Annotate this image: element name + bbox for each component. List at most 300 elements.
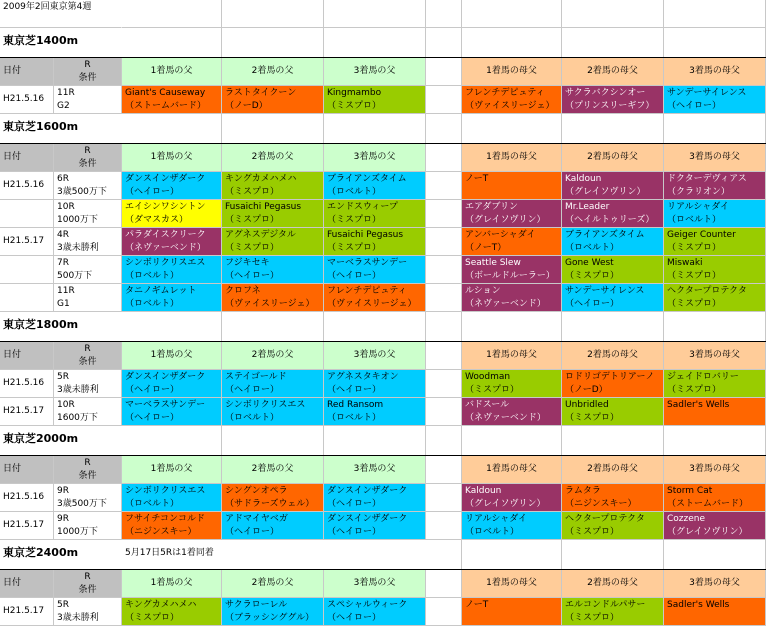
cell-text: H21.5.16	[3, 94, 45, 104]
empty-cell[interactable]	[122, 114, 222, 144]
cell-text: ブライアンズタイム	[327, 174, 407, 184]
cell-text: キングカメハメハ	[125, 600, 197, 610]
sire-cell[interactable]	[222, 256, 324, 284]
empty-cell[interactable]	[664, 312, 766, 342]
header-sire[interactable]	[222, 58, 324, 86]
cell-text: クロフネ	[225, 286, 261, 296]
header-date[interactable]	[0, 456, 54, 484]
damsire-cell[interactable]	[462, 284, 562, 312]
race-condition[interactable]	[54, 256, 122, 284]
damsire-cell[interactable]	[462, 598, 562, 626]
cell-text: 3着馬の母父	[689, 578, 740, 588]
empty-cell[interactable]	[426, 86, 462, 114]
race-condition[interactable]	[54, 484, 122, 512]
cell-text: シンボリクリスエス	[125, 258, 206, 268]
cell-text: （ミスプロ）	[565, 271, 620, 281]
cell-text: （ネヴァーベンド）	[465, 413, 546, 423]
cell-text: 6R	[57, 174, 69, 184]
cell-text: （ヘイロー）	[225, 271, 280, 281]
cell-text: 日付	[3, 464, 22, 474]
section-title[interactable]	[0, 28, 122, 58]
header-race[interactable]	[54, 456, 122, 484]
race-condition[interactable]	[54, 86, 122, 114]
cell-text: 3着馬の父	[353, 66, 396, 76]
sire-cell[interactable]	[222, 228, 324, 256]
header-sire[interactable]	[222, 456, 324, 484]
header-sire[interactable]	[122, 144, 222, 172]
cell-text: R	[84, 60, 91, 70]
race-date[interactable]	[0, 284, 54, 312]
cell-text: （サドラーズウェル）	[225, 499, 315, 509]
empty-cell[interactable]	[462, 28, 562, 58]
sire-cell[interactable]	[324, 284, 426, 312]
header-damsire[interactable]	[562, 144, 664, 172]
cell-text: （ノーT）	[465, 243, 507, 253]
empty-cell[interactable]	[426, 0, 462, 28]
empty-cell[interactable]	[122, 426, 222, 456]
cell-text: （ロベルト）	[327, 187, 382, 197]
cell-text: ルション	[465, 286, 501, 296]
cell-text: （ストームバード）	[667, 499, 749, 509]
header-sire[interactable]	[222, 144, 324, 172]
damsire-cell[interactable]	[462, 370, 562, 398]
empty-cell[interactable]	[426, 456, 462, 484]
cell-text: エアダブリン	[465, 202, 519, 212]
cell-text: （ロベルト）	[565, 243, 620, 253]
cell-text: 2009年2回東京第4週	[3, 2, 92, 12]
sire-cell[interactable]	[122, 512, 222, 540]
section-note[interactable]	[122, 540, 426, 570]
section-title[interactable]	[0, 114, 122, 144]
empty-cell[interactable]	[664, 0, 766, 28]
header-sire[interactable]	[324, 456, 426, 484]
cell-text: （ヴァイスリージェ）	[327, 299, 417, 309]
empty-cell[interactable]	[324, 28, 426, 58]
header-race[interactable]	[54, 58, 122, 86]
empty-cell[interactable]	[426, 200, 462, 228]
damsire-cell[interactable]	[462, 256, 562, 284]
header-damsire[interactable]	[562, 342, 664, 370]
cell-text: サンデーサイレンス	[667, 88, 747, 98]
cell-text: 3着馬の父	[353, 464, 396, 474]
cell-text: Storm Cat	[667, 486, 713, 496]
damsire-cell[interactable]	[664, 86, 766, 114]
race-condition[interactable]	[54, 398, 122, 426]
cell-text: アグネスタキオン	[327, 372, 399, 382]
damsire-cell[interactable]	[664, 512, 766, 540]
race-date[interactable]	[0, 370, 54, 398]
header-damsire[interactable]	[562, 570, 664, 598]
cell-text: 10R	[57, 202, 75, 212]
cell-text: （ミスプロ）	[327, 243, 382, 253]
cell-text: （ヘイロー）	[327, 499, 382, 509]
empty-cell[interactable]	[426, 144, 462, 172]
empty-cell[interactable]	[426, 512, 462, 540]
header-sire[interactable]	[222, 342, 324, 370]
empty-cell[interactable]	[462, 0, 562, 28]
cell-text: （ヘイロー）	[565, 299, 620, 309]
damsire-cell[interactable]	[462, 200, 562, 228]
cell-text: 条件	[78, 471, 97, 481]
sheet-title[interactable]	[0, 0, 122, 28]
race-condition[interactable]	[54, 228, 122, 256]
sire-cell[interactable]	[122, 256, 222, 284]
cell-text: Kaldoun	[465, 486, 502, 496]
cell-text: 3歳500万下	[57, 187, 107, 197]
empty-cell[interactable]	[426, 570, 462, 598]
cell-text: ラストタイクーン	[225, 88, 297, 98]
cell-text: R	[84, 344, 91, 354]
cell-text: （ロベルト）	[225, 413, 280, 423]
damsire-cell[interactable]	[562, 398, 664, 426]
empty-cell[interactable]	[324, 0, 426, 28]
damsire-cell[interactable]	[562, 284, 664, 312]
header-sire[interactable]	[122, 342, 222, 370]
race-date[interactable]	[0, 200, 54, 228]
cell-text: （ブラッシンググル）	[225, 613, 315, 623]
damsire-cell[interactable]	[562, 484, 664, 512]
sire-cell[interactable]	[324, 512, 426, 540]
empty-cell[interactable]	[222, 0, 324, 28]
sire-cell[interactable]	[324, 86, 426, 114]
race-condition[interactable]	[54, 598, 122, 626]
cell-text: マーベラスサンデー	[327, 258, 408, 268]
cell-text: （ロベルト）	[327, 413, 382, 423]
cell-text: （ミスプロ）	[667, 385, 722, 395]
cell-text: 11R	[57, 286, 75, 296]
damsire-cell[interactable]	[664, 256, 766, 284]
damsire-cell[interactable]	[664, 228, 766, 256]
empty-cell[interactable]	[426, 284, 462, 312]
race-date[interactable]	[0, 512, 54, 540]
damsire-cell[interactable]	[562, 228, 664, 256]
sire-cell[interactable]	[122, 200, 222, 228]
sire-cell[interactable]	[324, 398, 426, 426]
empty-cell[interactable]	[426, 398, 462, 426]
empty-cell[interactable]	[426, 256, 462, 284]
header-damsire[interactable]	[462, 144, 562, 172]
damsire-cell[interactable]	[664, 284, 766, 312]
empty-cell[interactable]	[462, 426, 562, 456]
cell-text: Sadler's Wells	[667, 600, 730, 610]
race-date[interactable]	[0, 256, 54, 284]
empty-cell[interactable]	[426, 28, 462, 58]
cell-text: 1着馬の父	[150, 464, 193, 474]
cell-text: 1600万下	[57, 413, 98, 423]
cell-text: （ヘイロー）	[327, 271, 382, 281]
cell-text: 東京芝1600m	[3, 120, 79, 133]
damsire-cell[interactable]	[664, 598, 766, 626]
cell-text: （ヴァイスリージェ）	[465, 101, 555, 111]
cell-text: バドスール	[465, 400, 510, 410]
damsire-cell[interactable]	[462, 228, 562, 256]
cell-text: （ヘイロー）	[125, 385, 180, 395]
empty-cell[interactable]	[562, 0, 664, 28]
cell-text: 1着馬の父	[150, 350, 193, 360]
header-damsire[interactable]	[462, 342, 562, 370]
header-damsire[interactable]	[664, 570, 766, 598]
sire-cell[interactable]	[222, 86, 324, 114]
header-sire[interactable]	[324, 58, 426, 86]
cell-text: （クラリオン）	[667, 187, 730, 197]
cell-text: Geiger Counter	[667, 230, 736, 240]
cell-text: 日付	[3, 66, 22, 76]
cell-text: 2着馬の母父	[587, 578, 638, 588]
cell-text: ノーT	[465, 600, 489, 610]
sire-cell[interactable]	[324, 598, 426, 626]
header-sire[interactable]	[324, 570, 426, 598]
section-title[interactable]	[0, 312, 122, 342]
sire-cell[interactable]	[222, 512, 324, 540]
sire-cell[interactable]	[122, 370, 222, 398]
empty-cell[interactable]	[426, 228, 462, 256]
empty-cell[interactable]	[664, 426, 766, 456]
cell-text: （ボールドルーラー）	[465, 271, 555, 281]
sire-cell[interactable]	[122, 484, 222, 512]
damsire-cell[interactable]	[664, 172, 766, 200]
cell-text: （ダマスカス）	[125, 215, 189, 225]
empty-cell[interactable]	[664, 540, 766, 570]
cell-text: （ミスプロ）	[225, 215, 280, 225]
header-date[interactable]	[0, 144, 54, 172]
empty-cell[interactable]	[562, 426, 664, 456]
empty-cell[interactable]	[222, 312, 324, 342]
header-damsire[interactable]	[664, 58, 766, 86]
empty-cell[interactable]	[462, 312, 562, 342]
cell-text: 3着馬の母父	[689, 152, 740, 162]
race-date[interactable]	[0, 398, 54, 426]
cell-text: 2着馬の母父	[587, 66, 638, 76]
sire-cell[interactable]	[222, 484, 324, 512]
cell-text: 1着馬の母父	[486, 464, 537, 474]
empty-cell[interactable]	[426, 540, 462, 570]
race-condition[interactable]	[54, 172, 122, 200]
header-damsire[interactable]	[664, 342, 766, 370]
cell-text: 1着馬の母父	[486, 350, 537, 360]
cell-text: シングンオペラ	[225, 486, 288, 496]
header-date[interactable]	[0, 58, 54, 86]
cell-text: H21.5.16	[3, 378, 45, 388]
header-damsire[interactable]	[562, 456, 664, 484]
cell-text: 2着馬の母父	[587, 464, 638, 474]
cell-text: パラダイスクリーク	[125, 230, 206, 240]
damsire-cell[interactable]	[562, 598, 664, 626]
cell-text: （ミスプロ）	[667, 299, 722, 309]
cell-text: 3歳未勝利	[57, 243, 99, 253]
cell-text: 2着馬の父	[251, 66, 294, 76]
cell-text: （ヘイロー）	[225, 527, 280, 537]
header-damsire[interactable]	[562, 58, 664, 86]
empty-cell[interactable]	[426, 172, 462, 200]
header-race[interactable]	[54, 144, 122, 172]
sire-cell[interactable]	[324, 256, 426, 284]
cell-text: （ミスプロ）	[125, 613, 180, 623]
empty-cell[interactable]	[562, 540, 664, 570]
cell-text: （ノーD）	[225, 101, 268, 111]
empty-cell[interactable]	[426, 370, 462, 398]
cell-text: ダンスインザダーク	[125, 372, 206, 382]
empty-cell[interactable]	[426, 114, 462, 144]
sire-cell[interactable]	[122, 598, 222, 626]
header-damsire[interactable]	[462, 456, 562, 484]
sire-cell[interactable]	[122, 398, 222, 426]
header-damsire[interactable]	[462, 58, 562, 86]
damsire-cell[interactable]	[462, 172, 562, 200]
empty-cell[interactable]	[426, 598, 462, 626]
sire-cell[interactable]	[324, 370, 426, 398]
damsire-cell[interactable]	[664, 398, 766, 426]
empty-cell[interactable]	[426, 484, 462, 512]
sire-cell[interactable]	[222, 284, 324, 312]
damsire-cell[interactable]	[462, 484, 562, 512]
cell-text: シンボリクリスエス	[125, 486, 206, 496]
race-condition[interactable]	[54, 200, 122, 228]
cell-text: 東京芝2000m	[3, 432, 79, 445]
empty-cell[interactable]	[562, 28, 664, 58]
race-date[interactable]	[0, 598, 54, 626]
cell-text: Unbridled	[565, 400, 609, 410]
cell-text: （ミスプロ）	[465, 385, 520, 395]
header-race[interactable]	[54, 570, 122, 598]
cell-text: H21.5.16	[3, 492, 45, 502]
cell-text: ブライアンズタイム	[565, 230, 645, 240]
empty-cell[interactable]	[324, 426, 426, 456]
race-condition[interactable]	[54, 512, 122, 540]
empty-cell[interactable]	[324, 312, 426, 342]
cell-text: 1着馬の母父	[486, 152, 537, 162]
cell-text: 東京芝1800m	[3, 318, 79, 331]
empty-cell[interactable]	[122, 0, 222, 28]
header-damsire[interactable]	[462, 570, 562, 598]
cell-text: 3着馬の父	[353, 152, 396, 162]
cell-text: ダンスインザダーク	[327, 514, 408, 524]
damsire-cell[interactable]	[562, 370, 664, 398]
header-sire[interactable]	[324, 144, 426, 172]
damsire-cell[interactable]	[562, 172, 664, 200]
cell-text: 5R	[57, 372, 69, 382]
damsire-cell[interactable]	[562, 512, 664, 540]
empty-cell[interactable]	[426, 342, 462, 370]
cell-text: （ロベルト）	[465, 527, 520, 537]
race-date[interactable]	[0, 228, 54, 256]
cell-text: H21.5.17	[3, 520, 45, 530]
sire-cell[interactable]	[122, 228, 222, 256]
cell-text: ドクターデヴィアス	[667, 174, 747, 184]
race-condition[interactable]	[54, 284, 122, 312]
cell-text: シンボリクリスエス	[225, 400, 306, 410]
cell-text: 500万下	[57, 271, 93, 281]
empty-cell[interactable]	[562, 114, 664, 144]
empty-cell[interactable]	[462, 114, 562, 144]
race-date[interactable]	[0, 86, 54, 114]
damsire-cell[interactable]	[462, 398, 562, 426]
empty-cell[interactable]	[222, 114, 324, 144]
cell-text: （ヘイロー）	[225, 385, 280, 395]
empty-cell[interactable]	[562, 312, 664, 342]
empty-cell[interactable]	[426, 58, 462, 86]
header-divider	[0, 57, 766, 58]
sire-cell[interactable]	[222, 598, 324, 626]
empty-cell[interactable]	[222, 28, 324, 58]
header-damsire[interactable]	[664, 144, 766, 172]
header-date[interactable]	[0, 342, 54, 370]
cell-text: H21.5.16	[3, 180, 45, 190]
sire-cell[interactable]	[222, 398, 324, 426]
empty-cell[interactable]	[664, 114, 766, 144]
empty-cell[interactable]	[122, 28, 222, 58]
header-sire[interactable]	[122, 456, 222, 484]
race-condition[interactable]	[54, 370, 122, 398]
section-title[interactable]	[0, 426, 122, 456]
cell-text: （グレイソヴリン）	[667, 527, 748, 537]
sire-cell[interactable]	[324, 200, 426, 228]
sire-cell[interactable]	[324, 172, 426, 200]
damsire-cell[interactable]	[664, 200, 766, 228]
header-sire[interactable]	[122, 58, 222, 86]
cell-text: 10R	[57, 400, 75, 410]
damsire-cell[interactable]	[664, 484, 766, 512]
empty-cell[interactable]	[324, 114, 426, 144]
cell-text: キングカメハメハ	[225, 174, 297, 184]
damsire-cell[interactable]	[562, 200, 664, 228]
cell-text: （ヘイロー）	[327, 613, 382, 623]
sire-cell[interactable]	[324, 228, 426, 256]
sire-cell[interactable]	[222, 200, 324, 228]
damsire-cell[interactable]	[462, 86, 562, 114]
cell-text: （ミスプロ）	[225, 243, 280, 253]
sire-cell[interactable]	[122, 172, 222, 200]
cell-text: マーベラスサンデー	[125, 400, 206, 410]
race-date[interactable]	[0, 172, 54, 200]
sire-cell[interactable]	[324, 484, 426, 512]
cell-text: （ロベルト）	[125, 499, 180, 509]
cell-text: Gone West	[565, 258, 614, 268]
header-sire[interactable]	[222, 570, 324, 598]
sire-cell[interactable]	[222, 370, 324, 398]
header-sire[interactable]	[122, 570, 222, 598]
cell-text: エンドスウィープ	[327, 202, 398, 212]
header-race[interactable]	[54, 342, 122, 370]
damsire-cell[interactable]	[664, 370, 766, 398]
empty-cell[interactable]	[462, 540, 562, 570]
cell-text: R	[84, 572, 91, 582]
header-sire[interactable]	[324, 342, 426, 370]
cell-text: （ミスプロ）	[327, 101, 382, 111]
cell-text: 東京芝1400m	[3, 34, 79, 47]
cell-text: ステイゴールド	[225, 372, 287, 382]
damsire-cell[interactable]	[562, 86, 664, 114]
cell-text: Seattle Slew	[465, 258, 521, 268]
sire-cell[interactable]	[222, 172, 324, 200]
header-damsire[interactable]	[664, 456, 766, 484]
cell-text: ラムタラ	[565, 486, 601, 496]
cell-text: Cozzene	[667, 514, 706, 524]
damsire-cell[interactable]	[462, 512, 562, 540]
cell-text: （ヘイロー）	[327, 385, 382, 395]
header-date[interactable]	[0, 570, 54, 598]
sire-cell[interactable]	[122, 86, 222, 114]
empty-cell[interactable]	[426, 426, 462, 456]
empty-cell[interactable]	[664, 28, 766, 58]
sire-cell[interactable]	[122, 284, 222, 312]
section-title[interactable]	[0, 540, 122, 570]
damsire-cell[interactable]	[562, 256, 664, 284]
empty-cell[interactable]	[426, 312, 462, 342]
race-date[interactable]	[0, 484, 54, 512]
empty-cell[interactable]	[122, 312, 222, 342]
cell-text: H21.5.17	[3, 406, 45, 416]
empty-cell[interactable]	[222, 426, 324, 456]
